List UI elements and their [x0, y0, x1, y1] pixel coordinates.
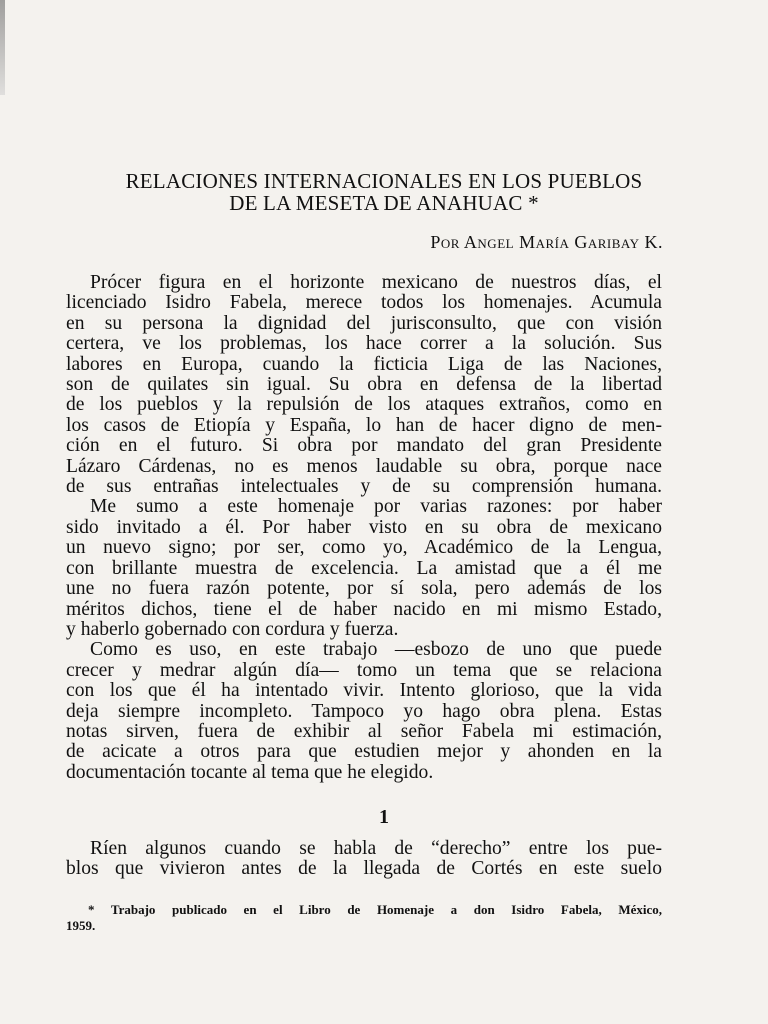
text-line: son de quilates sin igual. Su obra en defensa de la libertad — [66, 374, 662, 396]
text-line: de los pueblos y la repulsión de los ataques extraños, como en — [66, 394, 662, 416]
text-line: sido invitado a él. Por haber visto en su obra de mexicano — [66, 516, 662, 538]
text-line: une no fuera razón potente, por sí sola, pero además de los — [66, 578, 662, 600]
text-line: méritos dichos, tiene el de haber nacido en mi mismo Estado, — [66, 598, 662, 620]
footnote-line: * Trabajo publicado en el Libro de Homenaje a don Isidro Fabela, México, — [88, 902, 662, 917]
section-number: 1 — [379, 806, 389, 828]
text-line: Me sumo a este homenaje por varias razones: por haber — [90, 496, 662, 518]
text-line: blos que vivieron antes de la llegada de Cortés en este suelo — [66, 858, 662, 880]
title-line-2: DE LA MESETA DE ANAHUAC * — [229, 191, 539, 215]
text-line: crecer y medrar algún día— tomo un tema que se relaciona — [66, 659, 662, 681]
intro-text-block — [66, 273, 662, 783]
text-line: documentación tocante al tema que he elegido. — [66, 761, 434, 783]
text-line: Lázaro Cárdenas, no es menos laudable su obra, porque nace — [66, 455, 662, 477]
scan-edge-mark — [0, 0, 5, 95]
text-line: deja siempre incompleto. Tampoco yo hago obra plena. Estas — [66, 700, 662, 722]
article-title — [60, 170, 708, 214]
text-line: Ríen algunos cuando se habla de “derecho” entre los pue- — [90, 838, 662, 859]
title-line-1: RELACIONES INTERNACIONALES EN LOS PUEBLOS — [125, 169, 643, 193]
text-line: los casos de Etiopía y España, lo han de hacer digno de men- — [66, 414, 662, 436]
text-line: y haberlo gobernado con cordura y fuerza. — [66, 618, 399, 640]
text-line: Como es uso, en este trabajo —esbozo de uno que puede — [90, 639, 662, 661]
text-line: notas sirven, fuera de exhibir al señor Fabela mi estimación, — [66, 720, 662, 742]
paragraph-2 — [66, 497, 662, 640]
section-1-text — [66, 839, 662, 880]
paragraph-3 — [66, 640, 662, 783]
text-line: de sus entrañas intelectuales y de su comprensión humana. — [66, 476, 662, 498]
text-line: con los que él ha intentado vivir. Intento glorioso, que la vida — [66, 680, 662, 702]
text-line: Prócer figura en el horizonte mexicano de nuestros días, el — [90, 272, 662, 293]
text-line: certera, ve los problemas, los hace correr a la solución. Sus — [66, 333, 662, 355]
paragraph-1 — [66, 273, 662, 497]
text-line: un nuevo signo; por ser, como yo, Académico de la Lengua, — [66, 537, 662, 559]
text-line: en su persona la dignidad del jurisconsulto, que con visión — [66, 312, 662, 334]
author-byline: Por Angel María Garibay K. — [430, 232, 663, 252]
text-line: de acicate a otros para que estudien mejor y ahonden en la — [66, 741, 662, 763]
text-line: licenciado Isidro Fabela, merece todos los homenajes. Acumula — [66, 292, 662, 314]
footnote — [66, 902, 662, 934]
footnote-line: 1959. — [66, 918, 96, 933]
text-line: labores en Europa, cuando la ficticia Liga de las Naciones, — [66, 353, 662, 375]
text-line: ción en el futuro. Si obra por mandato del gran Presidente — [66, 435, 662, 457]
text-line: con brillante muestra de excelencia. La amistad que a él me — [66, 557, 662, 579]
